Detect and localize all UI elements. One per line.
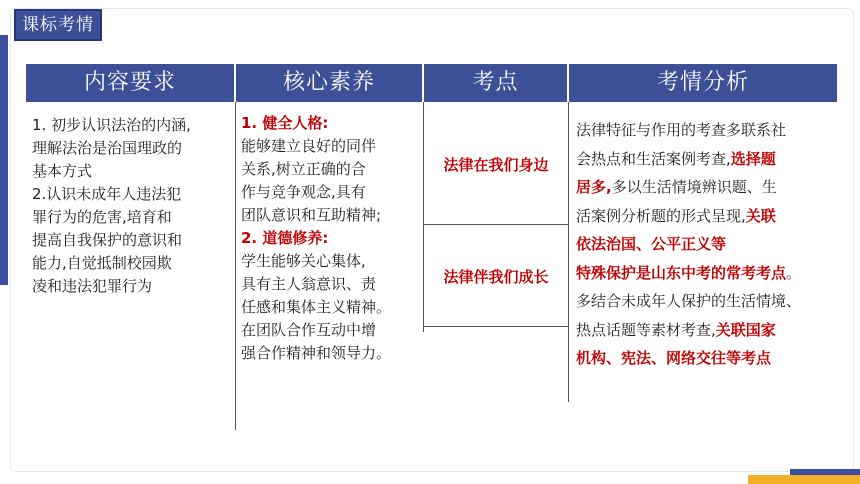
- text-line: 理解法治是治国理政的: [32, 139, 183, 157]
- column-divider: [568, 102, 569, 402]
- column-divider: [235, 102, 236, 430]
- core-literacy-text: [241, 112, 421, 365]
- text-line: 活案例分析题的形式呈现,关联: [576, 206, 776, 225]
- text-line: 依法治国、公平正义等: [576, 235, 727, 253]
- text-line: 关系,树立正确的合: [241, 160, 366, 178]
- bottom-accent-orange: [748, 475, 860, 484]
- text-line: 在团队合作互动中增: [241, 321, 377, 339]
- text-line: 强合作精神和领导力。: [241, 344, 392, 362]
- column-divider: [423, 102, 424, 332]
- text-line: 学生能够关心集体,: [241, 252, 366, 270]
- text-line: 法律特征与作用的考查多联系社: [576, 121, 787, 139]
- text-line: 机构、宪法、网络交往等考点: [576, 349, 772, 367]
- text-line: 多结合未成年人保护的生活情境、: [576, 292, 802, 310]
- text-line: 热点话题等素材考查,关联国家: [576, 320, 776, 339]
- text-line: 居多,多以生活情境辨识题、生: [576, 178, 777, 196]
- text-line: 能力,自觉抵制校园欺: [32, 254, 172, 272]
- text-line: 作与竞争观念,具有: [241, 183, 366, 201]
- row-divider: [423, 326, 568, 327]
- row-divider: [423, 224, 568, 225]
- literacy-heading-personality: 1. 健全人格:: [241, 114, 329, 132]
- text-line: 1. 初步认识法治的内涵,: [32, 116, 191, 134]
- text-line: 团队意识和互助精神;: [241, 206, 382, 224]
- text-line: 会热点和生活案例考查,选择题: [576, 149, 776, 168]
- text-line: 任感和集体主义精神。: [241, 298, 392, 316]
- literacy-heading-morality: 2. 道德修养:: [241, 229, 329, 247]
- text-line: 特殊保护是山东中考的常考考点。: [576, 263, 802, 282]
- text-line: 凌和违法犯罪行为: [32, 277, 153, 295]
- text-line: 能够建立良好的同伴: [241, 137, 377, 155]
- text-line: 具有主人翁意识、责: [241, 275, 377, 293]
- header-exam-points: 考点: [424, 64, 567, 102]
- header-exam-analysis: 考情分析: [569, 64, 837, 102]
- content-requirements-text: [32, 114, 232, 298]
- exam-analysis-text: [576, 116, 841, 373]
- left-accent-bar: [0, 35, 8, 285]
- exam-point-law-growth: 法律伴我们成长: [443, 268, 549, 286]
- section-tag: 课标考情: [14, 9, 102, 41]
- header-content-requirements: 内容要求: [26, 64, 234, 102]
- text-line: 提高自我保护的意识和: [32, 231, 183, 249]
- header-core-literacy: 核心素养: [236, 64, 422, 102]
- text-line: 基本方式: [32, 162, 93, 180]
- exam-point-law-around-us: 法律在我们身边: [443, 156, 549, 174]
- text-line: 罪行为的危害,培育和: [32, 208, 172, 226]
- text-line: 2.认识未成年人违法犯: [32, 185, 182, 203]
